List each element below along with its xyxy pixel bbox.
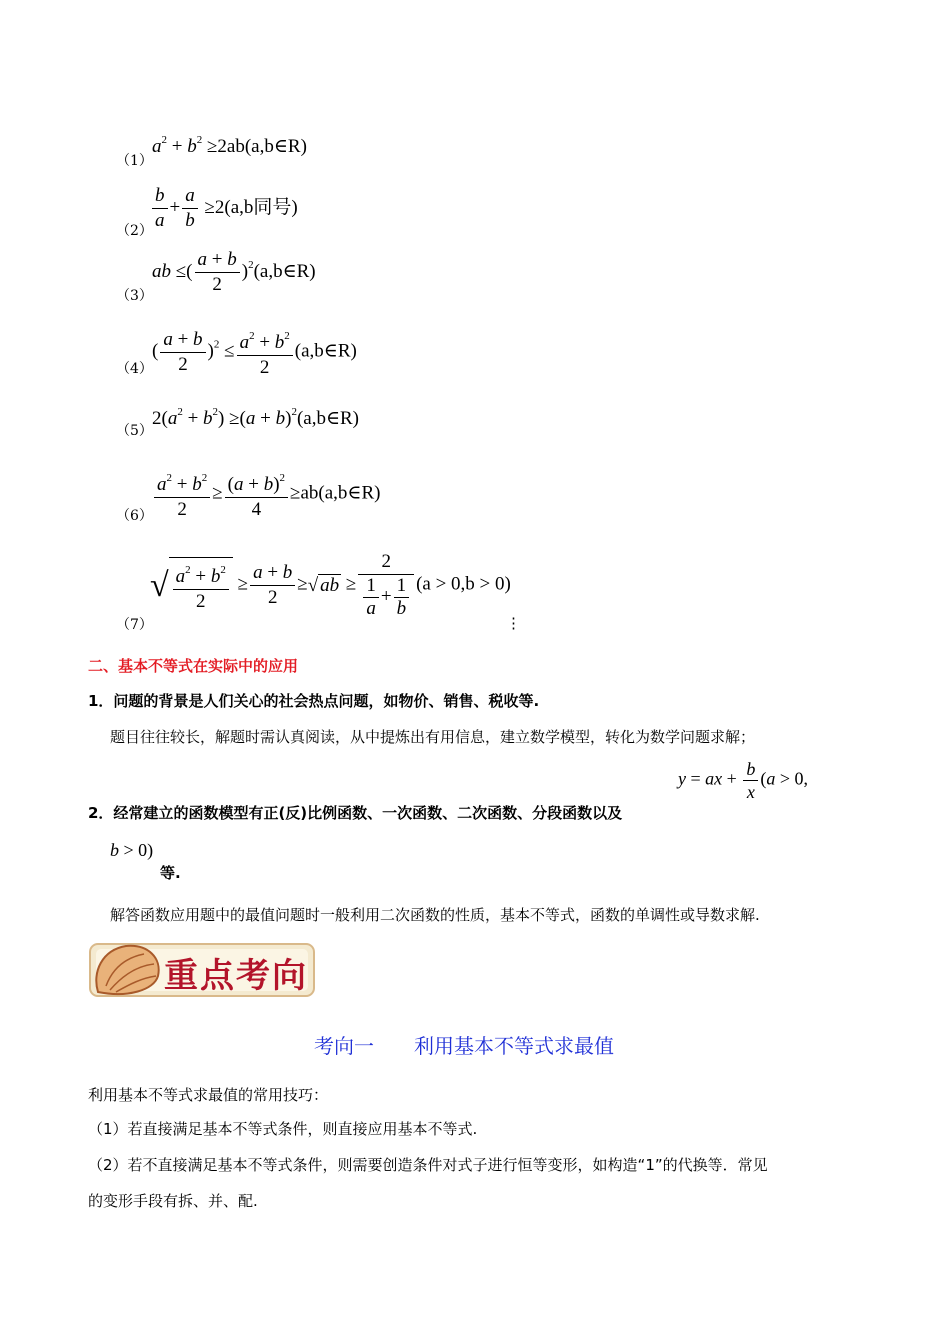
- formula-1-rhs: ≥2ab(a,b∈R): [206, 136, 307, 157]
- formula-1: $a^2 + b^2$ ≥2ab(a,b∈R): [152, 134, 307, 157]
- formula-4: ( $\frac{a + b}{2}$ )$^2$ ≤ $\frac{a^2 + b^2}{2}$ (a,b∈R): [152, 324, 357, 380]
- formula-6-label: （6）: [116, 508, 153, 524]
- formula-1-label: （1）: [116, 153, 153, 169]
- key-directions-banner: [88, 936, 316, 1000]
- formula-3-cond: (a,b∈R): [253, 260, 316, 282]
- vertical-ellipsis: ⋮: [506, 614, 521, 632]
- direction-intro: 利用基本不等式求最值的常用技巧：: [88, 1086, 329, 1104]
- formula-4-cond: (a,b∈R): [294, 340, 357, 362]
- item-2-tail: 等.: [160, 864, 181, 882]
- banner-text: 重点考向: [164, 956, 308, 996]
- function-model-formula: y = ax + $\frac{b}{x}$ (a > 0,: [678, 759, 808, 802]
- formula-3-label: （3）: [116, 288, 153, 304]
- direction-tip-1: （1）若直接满足基本不等式条件，则直接应用基本不等式.: [88, 1120, 478, 1138]
- formula-2-cond: ≥2(a,b同号): [204, 196, 298, 218]
- formula-6-cond: ≥ab(a,b∈R): [290, 482, 381, 504]
- direction-tip-2b: 的变形手段有拆、并、配.: [88, 1192, 258, 1210]
- item-1: 1．问题的背景是人们关心的社会热点问题，如物价、销售、税收等.: [88, 692, 540, 710]
- direction-title: 考向一 利用基本不等式求最值: [314, 1034, 614, 1058]
- formula-2: $\frac{b}{a}$ + $\frac{a}{b}$ ≥2(a,b同号): [150, 184, 298, 233]
- formula-5-label: （5）: [116, 423, 153, 439]
- function-model-formula-tail: b > 0): [110, 840, 154, 860]
- formula-5: $2(a^2 + b^2) \ge(a$ + $b)^2(a,b\in R)$: [152, 406, 360, 429]
- direction-tip-2a: （2）若不直接满足基本不等式条件，则需要创造条件对式子进行恒等变形，如构造“1”的代换等．常见: [88, 1156, 768, 1174]
- formula-3: ab ≤( $\frac{a + b}{2}$ )$^2$(a,b∈R): [152, 249, 316, 295]
- item-2: 2．经常建立的函数模型有正(反)比例函数、一次函数、二次函数、分段函数以及: [88, 804, 623, 822]
- formula-7-label: （7）: [116, 617, 153, 633]
- formula-2-label: （2）: [116, 223, 153, 239]
- formula-6: $\frac{a^2 + b^2}{2}$ ≥ $\frac{(a + b)^2}{4}$ ≥ab(a,b∈R): [152, 466, 380, 522]
- paragraph-1: 题目往往较长，解题时需认真阅读，从中提炼出有用信息，建立数学模型，转化为数学问题求解；: [110, 728, 756, 746]
- formula-7-cond: (a > 0,b > 0): [416, 573, 511, 595]
- formula-5-cond: (a,b∈R): [296, 408, 360, 429]
- paragraph-2: 解答函数应用题中的最值问题时一般利用二次函数的性质，基本不等式，函数的单调性或导数求解.: [110, 906, 760, 924]
- formula-4-label: （4）: [116, 361, 153, 377]
- section-heading: 二、基本不等式在实际中的应用: [88, 657, 299, 675]
- formula-7: √ $\frac{a^2 + b^2}{2}$ ≥ $\frac{a + b}{2}$ ≥√ ab ≥ 2 $\frac{1}{a}$ + $\frac{1}{b}$ (a > 0,b > 0): [150, 551, 511, 619]
